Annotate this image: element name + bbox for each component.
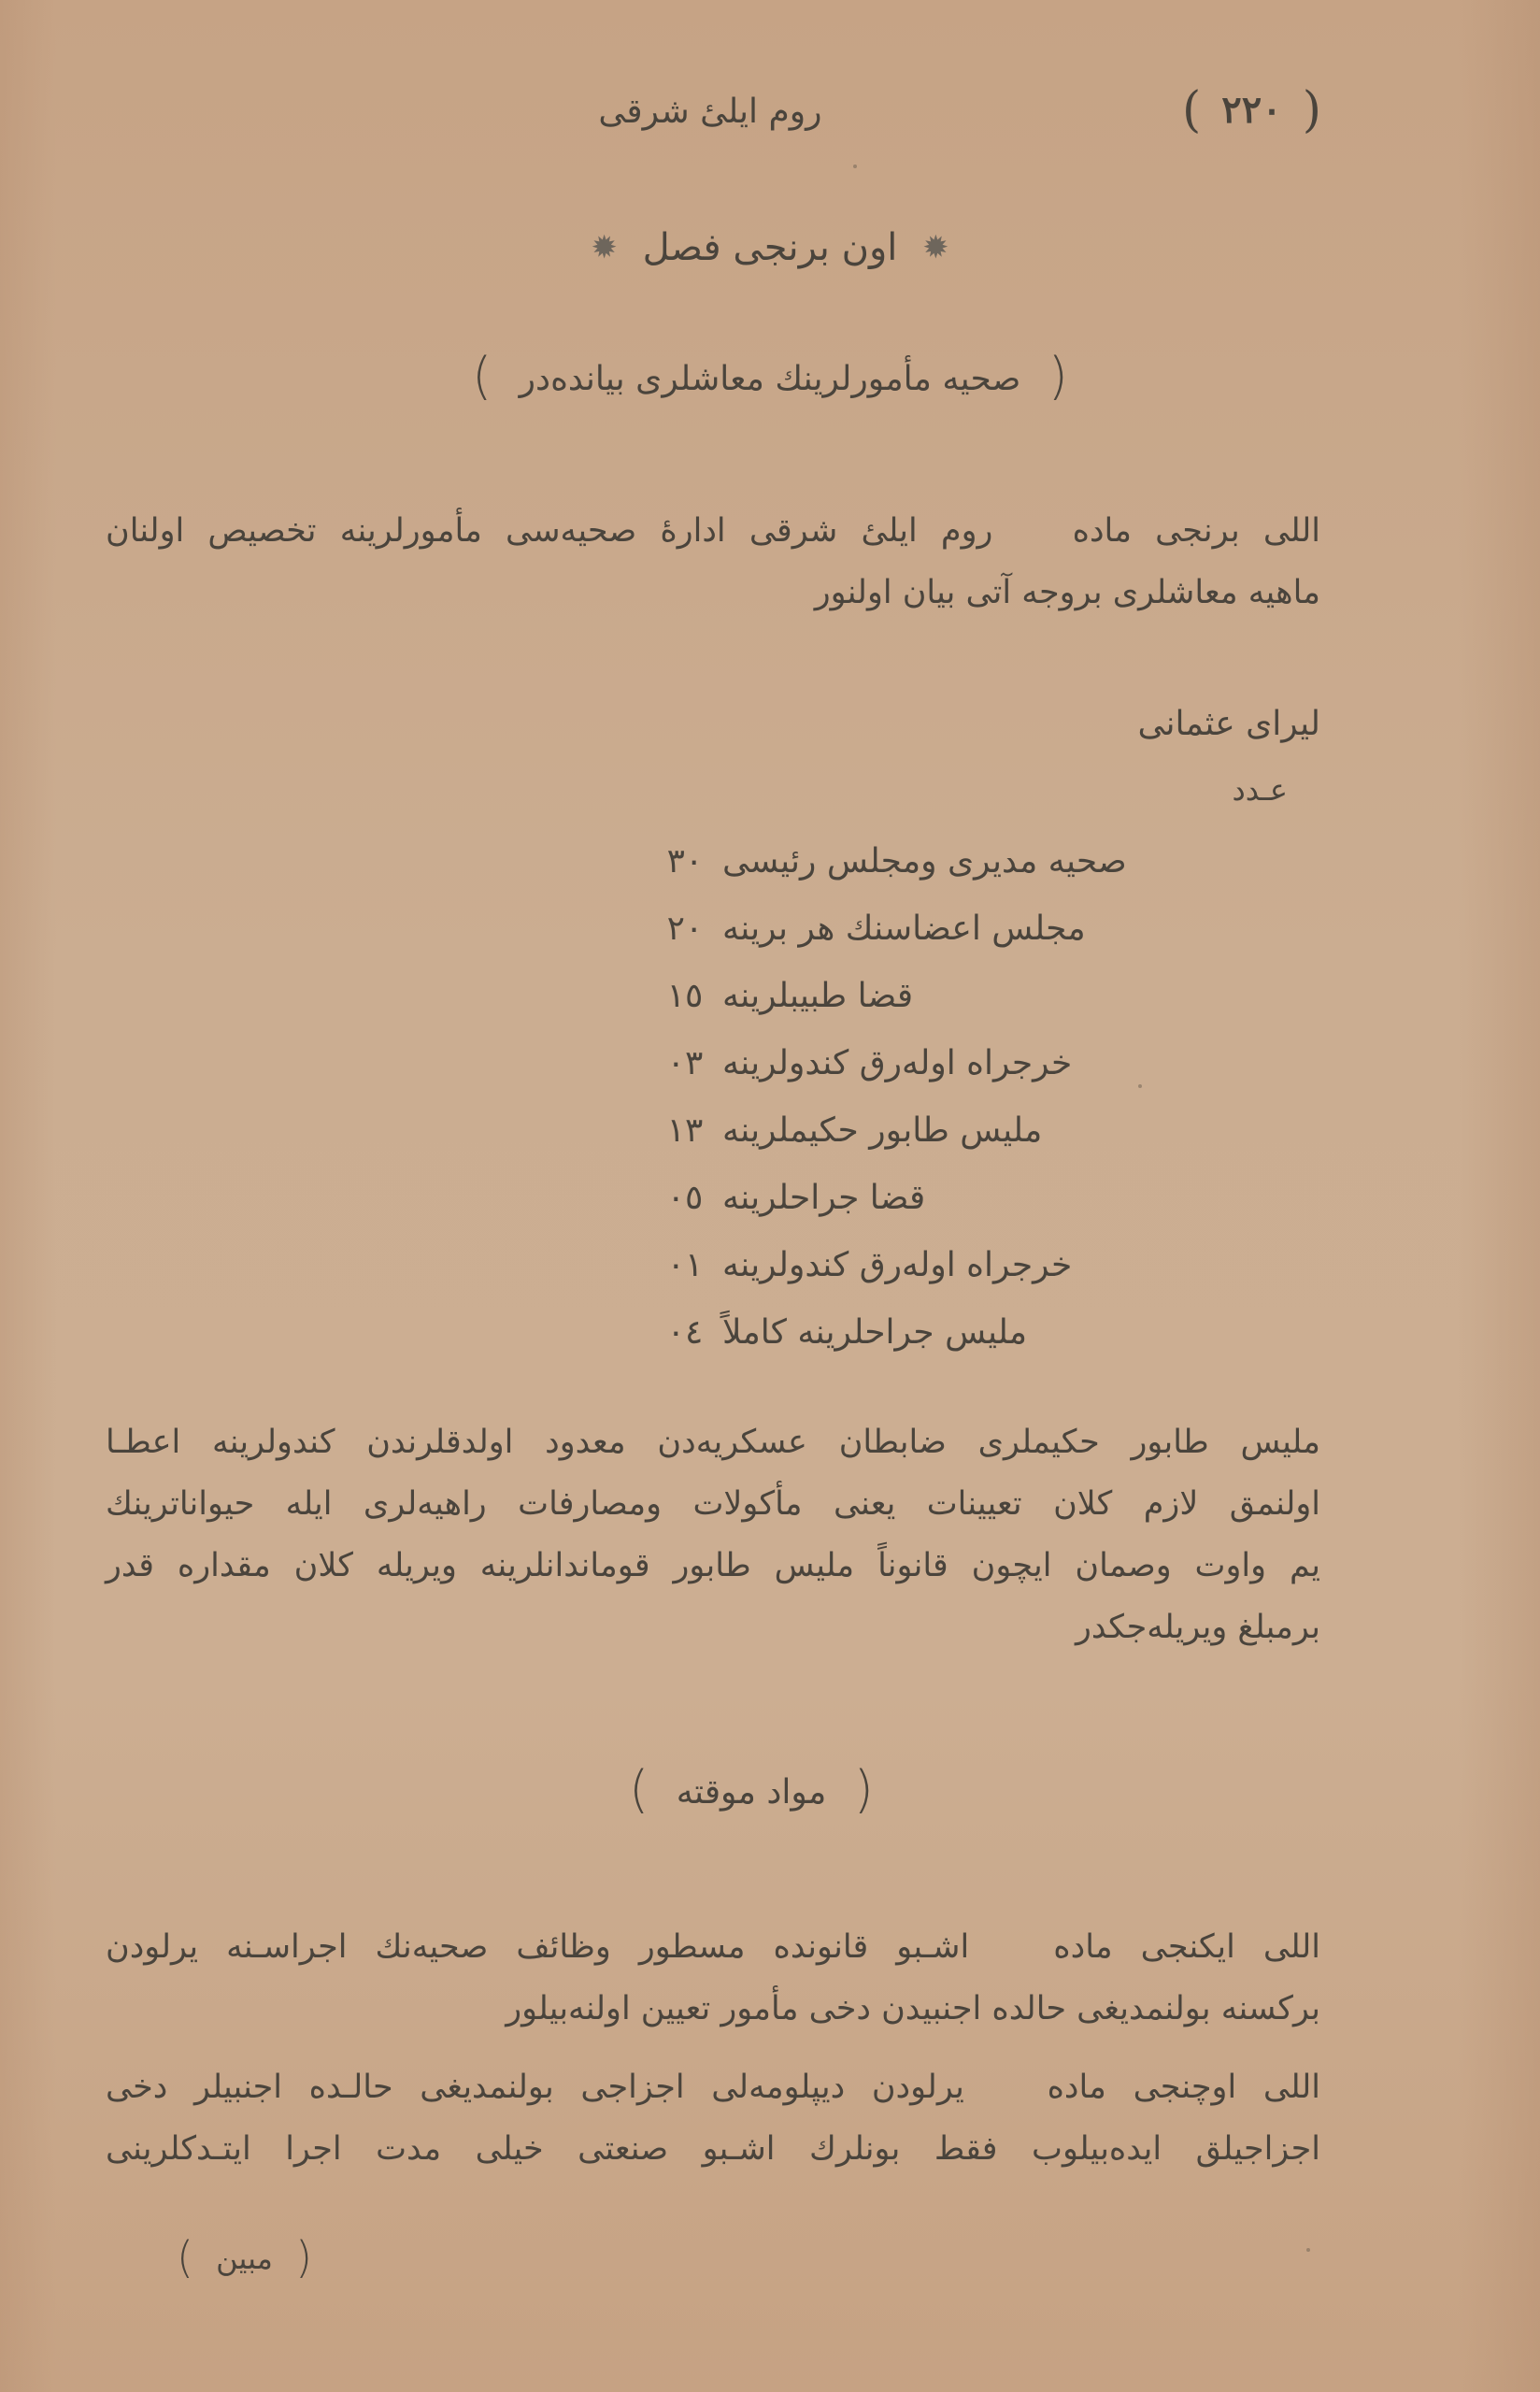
paren-open: ( bbox=[1048, 347, 1068, 406]
militia-line-2: اولنمق لازم کلان تعیینات یعنی مأکولات ومصارفات راهیه‌لری ایله حیواناترینك bbox=[106, 1485, 1320, 1523]
militia-paragraph bbox=[106, 1411, 1320, 1658]
salary-amount: ٠١ bbox=[666, 1245, 704, 1284]
chapter-subtitle-text: صحیه مأمورلرینك معاشلری بیانده‌در bbox=[519, 360, 1021, 398]
salary-description: قضا طبیبلرینه bbox=[722, 976, 914, 1015]
salary-description: خرجراه اوله‌رق کندولرینه bbox=[722, 1245, 1073, 1284]
salary-description: مجلس اعضاسنك هر برینه bbox=[722, 909, 1086, 948]
salary-row bbox=[648, 1164, 1302, 1231]
militia-line-3: یم واوت وصمان ایچون قانوناً ملیس طابور قوماندانلرینه ویریله کلان مقداره قدر bbox=[106, 1547, 1320, 1584]
running-header bbox=[0, 82, 1540, 148]
article-62 bbox=[106, 1916, 1320, 2040]
salary-amount: ٢٠ bbox=[666, 909, 704, 948]
article-63-label: اللی اوچنجی ماده bbox=[1047, 2069, 1320, 2106]
star-ornament-icon: ✹ bbox=[922, 229, 949, 266]
salary-description: خرجراه اوله‌رق کندولرینه bbox=[722, 1043, 1073, 1082]
article-62-text: اشـبو قانونده مسطور وظائف صحیه‌نك اجراسـنه یرلودن bbox=[106, 1928, 970, 1966]
article-63 bbox=[106, 2056, 1320, 2180]
article-61-line-2: ماهیه معاشلری بروجه آتی بیان اولنور bbox=[814, 574, 1320, 611]
salary-amount: ٠٣ bbox=[666, 1043, 704, 1082]
paren-close: ) bbox=[629, 1760, 649, 1819]
salary-table bbox=[648, 827, 1302, 1366]
salary-amount: ٠٤ bbox=[666, 1312, 704, 1352]
chapter-heading-text: اون برنجی فصل bbox=[642, 226, 898, 269]
salary-amount: ٠٥ bbox=[666, 1178, 704, 1217]
article-62-line-1 bbox=[106, 1916, 1320, 1978]
article-61-text: روم ایلیٔ شرقی ادارهٔ صحیه‌سی مأمورلرینه تخصیص اولنان bbox=[106, 512, 993, 550]
article-63-text: یرلودن دیپلومه‌لی اجزاجی بولنمدیغی حالـده اجنبیلر دخی bbox=[106, 2069, 964, 2106]
paren-close: ) bbox=[177, 2232, 193, 2283]
salary-row bbox=[648, 1231, 1302, 1298]
salary-description: ملیس طابور حکیملرینه bbox=[722, 1110, 1043, 1150]
temporary-provisions-text: مواد موقته bbox=[676, 1773, 827, 1812]
salary-description: صحیه مدیری ومجلس رئیسی bbox=[722, 841, 1127, 881]
page-number-value: ٢٢٠ bbox=[1221, 88, 1282, 132]
chapter-subtitle bbox=[0, 346, 1540, 410]
article-62-line-2: برکسنه بولنمدیغی حالده اجنبیدن دخی مأمور تعیین اولنه‌بیلور bbox=[506, 1990, 1320, 2027]
paper-speck bbox=[1306, 2248, 1310, 2252]
paper-speck bbox=[1138, 1084, 1142, 1088]
article-61-line-1 bbox=[106, 500, 1320, 562]
article-63-line-2: اجزاجیلق ایده‌بیلوب فقط بونلرك اشـبو صنعتی خیلی مدت اجرا ایتـدکلرینی bbox=[106, 2130, 1320, 2168]
running-header-title: روم ایلیٔ شرقی bbox=[598, 93, 822, 131]
salary-row bbox=[648, 895, 1302, 962]
currency-header: لیرای عثمانی bbox=[1137, 705, 1320, 743]
paren-close: ) bbox=[1302, 82, 1322, 138]
signature-text: مبین bbox=[216, 2241, 273, 2276]
militia-line-1: ملیس طابور حکیملری ضابطان عسکریه‌دن معدود اولدقلرندن کندولرینه اعطـا bbox=[106, 1424, 1320, 1461]
salary-row bbox=[648, 827, 1302, 895]
article-62-label: اللی ایکنجی ماده bbox=[1053, 1928, 1320, 1966]
salary-amount: ١٥ bbox=[666, 976, 704, 1015]
salary-row bbox=[648, 1298, 1302, 1366]
paren-close: ) bbox=[472, 347, 492, 406]
salary-amount: ١٣ bbox=[666, 1110, 704, 1150]
count-header: عـدد bbox=[1232, 772, 1288, 808]
temporary-provisions-heading bbox=[0, 1757, 1540, 1826]
signature-note bbox=[164, 2229, 325, 2286]
salary-description: قضا جراحلرینه bbox=[722, 1178, 926, 1217]
star-ornament-icon: ✹ bbox=[591, 229, 618, 266]
article-63-line-1 bbox=[106, 2056, 1320, 2118]
article-61-label: اللی برنجی ماده bbox=[1072, 512, 1321, 550]
salary-description: ملیس جراحلرینه کاملاً bbox=[722, 1312, 1028, 1352]
paren-open: ( bbox=[295, 2232, 313, 2283]
paren-open: ( bbox=[1182, 82, 1202, 138]
page-number bbox=[1182, 82, 1321, 138]
salary-amount: ٣٠ bbox=[666, 841, 704, 881]
paper-speck bbox=[853, 165, 857, 168]
article-61 bbox=[106, 500, 1320, 623]
paren-open: ( bbox=[853, 1760, 874, 1819]
salary-row bbox=[648, 962, 1302, 1029]
militia-line-4: برمبلغ ویریله‌جکدر bbox=[1076, 1609, 1320, 1646]
salary-row bbox=[648, 1029, 1302, 1096]
salary-row bbox=[648, 1096, 1302, 1164]
chapter-heading bbox=[0, 215, 1540, 280]
